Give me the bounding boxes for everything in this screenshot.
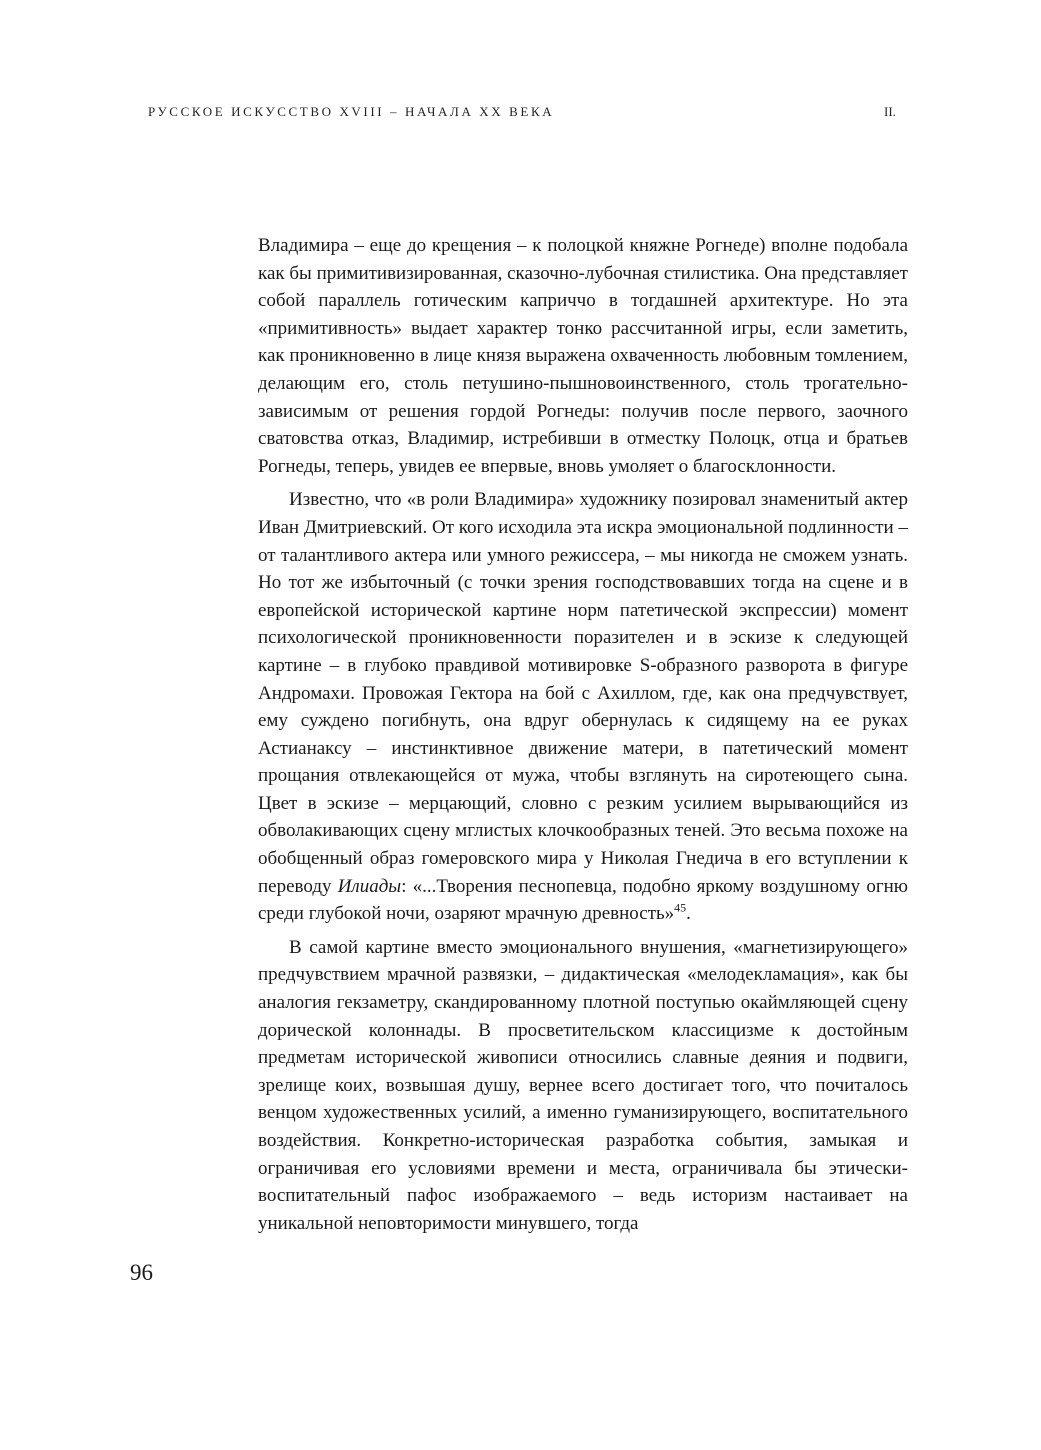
paragraph-2: [258, 486, 908, 928]
quote-text: : «...Творения песнопевца, подобно яркому воздушному огню среди глубокой ночи, озаряют мрачную древность»: [258, 875, 908, 925]
paragraph-2-end: .: [686, 903, 691, 925]
running-title: РУССКОЕ ИСКУССТВО XVIII – НАЧАЛА XX ВЕКА: [148, 104, 555, 119]
body-text: [258, 232, 908, 1237]
section-number: II.: [884, 104, 896, 119]
italic-title: Илиады: [337, 875, 402, 897]
paragraph-1: Владимира – еще до крещения – к полоцкой княжне Рогнеде) вполне подобала как бы примитивизированная, сказочно-лубочная стилистика. Она представляет собой параллель готическим каприччо в тогдашней архитектуре. Но эта «примитивность» выдает характер тонко рассчитанной игры, если заметить, как проникновенно в лице князя выражена охваченность любовным томлением, делающим его, столь петушино-пышновоинственного, столь трогательно-зависимым от решения гордой Рогнеды: получив после первого, заочного сватовства отказ, Владимир, истребивши в отместку Полоцк, отца и братьев Рогнеды, теперь, увидев ее впервые, вновь умоляет о благосклонности.: [258, 235, 908, 477]
paragraph-3: В самой картине вместо эмоционального внушения, «магнетизирующего» предчувствием мрачной развязки, – дидактическая «мелодекламация», как бы аналогия гекзаметру, скандированному плотной поступью окаймляющей сцену дорической колоннады. В просветительском классицизме к достойным предметам исторической живописи относились славные деяния и подвиги, зрелище коих, возвышая душу, вернее всего достигает того, что почиталось венцом художественных усилий, а именно гуманизирующего, воспитательного воздействия. Конкретно-историческая разработка события, замыкая и ограничивая его условиями времени и места, ограничивала бы этически-воспитательный пафос изображаемого – ведь историзм настаивает на уникальной неповторимости минувшего, тогда: [258, 936, 908, 1234]
page-number: 96: [130, 1260, 153, 1285]
footnote-ref: 45: [674, 900, 687, 915]
paragraph-2-text: Известно, что «в роли Владимира» художнику позировал знаменитый актер Иван Дмитриевский. От кого исходила эта искра эмоциональной подлинности – от талантливого актера или умного режиссера, – мы никогда не сможем узнать. Но тот же избыточный (с точки зрения господствовавших тогда на сцене и в европейской исторической картине норм патетической экспрессии) момент психологической проникновенности поразителен и в эскизе к следующей картине – в глубоко правдивой мотивировке S-образного разворота в фигуре Андромахи. Провожая Гектора на бой с Ахиллом, где, как она предчувствует, ему суждено погибнуть, она вдруг обернулась к сидящему на ее руках Астианаксу – инстинктивное движение матери, в патетический момент прощания отвлекающейся от мужа, чтобы взглянуть на сиротеющего сына. Цвет в эскизе – мерцающий, словно с резким усилием вырывающийся из обволакивающих сцену мглистых клочкообразных теней. Это весьма похоже на обобщенный образ гомеровского мира у Николая Гнедича в его вступлении к переводу: [258, 489, 908, 897]
